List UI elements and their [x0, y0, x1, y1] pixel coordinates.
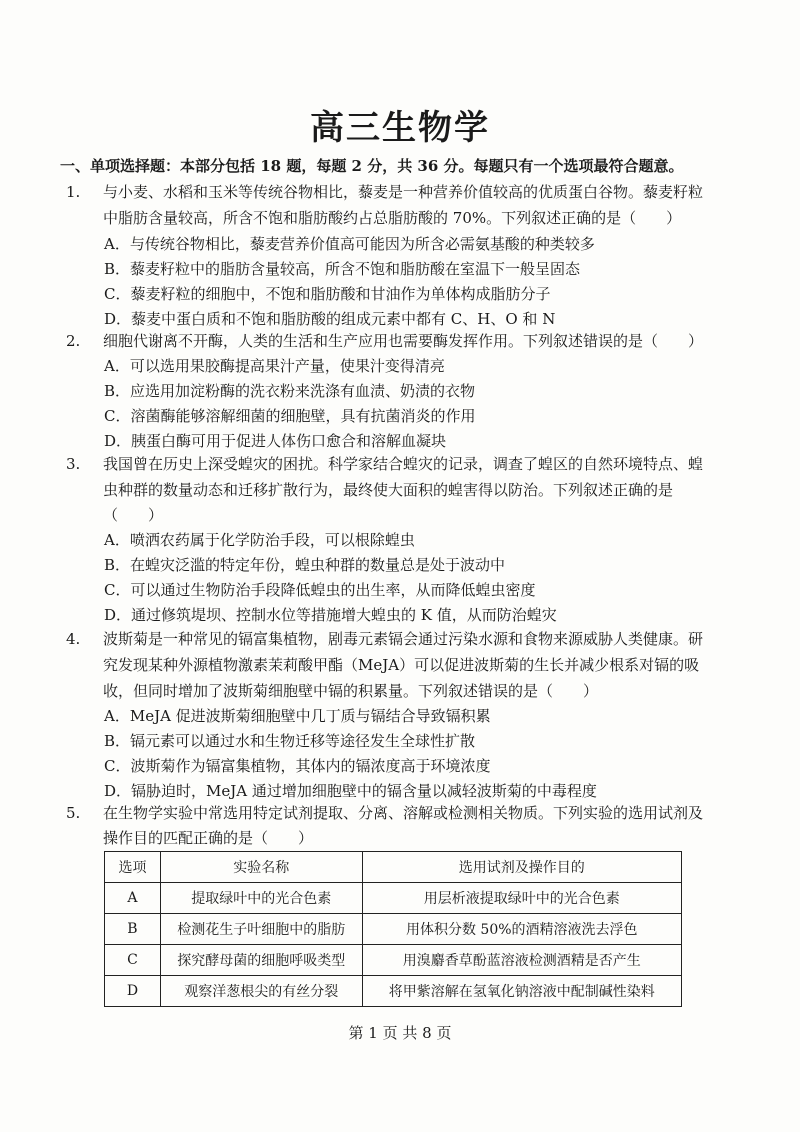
option-b: B．藜麦籽粒中的脂肪含量较高，所含不饱和脂肪酸在室温下一般呈固态: [104, 260, 581, 278]
question-number: 4.: [66, 630, 81, 648]
question-stem: 中脂肪含量较高，所含不饱和脂肪酸约占总脂肪酸的 70%。下列叙述正确的是（ ）: [103, 209, 682, 227]
option-a: A．可以选用果胶酶提高果汁产量，使果汁变得清亮: [104, 357, 445, 375]
question-stem: 在生物学实验中常选用特定试剂提取、分离、溶解或检测相关物质。下列实验的选用试剂及: [103, 804, 704, 822]
option-d: D．胰蛋白酶可用于促进人体伤口愈合和溶解血凝块: [104, 432, 447, 450]
option-a: A．MeJA 促进波斯菊细胞壁中几丁质与镉结合导致镉积累: [104, 707, 491, 725]
table-cell: 用体积分数 50%的酒精溶液洗去浮色: [362, 914, 681, 945]
option-c: C．藜麦籽粒的细胞中，不饱和脂肪酸和甘油作为单体构成脂肪分子: [104, 285, 551, 303]
table-header: 选用试剂及操作目的: [362, 852, 681, 883]
question-stem: 我国曾在历史上深受蝗灾的困扰。科学家结合蝗灾的记录，调查了蝗区的自然环境特点、蝗: [103, 455, 704, 473]
option-c: C．波斯菊作为镉富集植物，其体内的镉浓度高于环境浓度: [104, 757, 491, 775]
option-a: A．喷洒农药属于化学防治手段，可以根除蝗虫: [104, 531, 415, 549]
question-stem: 与小麦、水稻和玉米等传统谷物相比，藜麦是一种营养价值较高的优质蛋白谷物。藜麦籽粒: [103, 183, 704, 201]
question-number: 1.: [66, 183, 81, 201]
option-b: B．在蝗灾泛滥的特定年份，蝗虫种群的数量总是处于波动中: [104, 556, 506, 574]
question-number: 5.: [66, 804, 81, 822]
options-table: [104, 851, 682, 1007]
table-cell: 提取绿叶中的光合色素: [160, 883, 362, 914]
table-cell: A: [105, 883, 161, 914]
question-number: 3.: [66, 455, 81, 473]
question-stem: 细胞代谢离不开酶，人类的生活和生产应用也需要酶发挥作用。下列叙述错误的是（ ）: [103, 332, 704, 350]
question-stem: 究发现某种外源植物激素茉莉酸甲酯（MeJA）可以促进波斯菊的生长并减少根系对镉的吸: [103, 656, 700, 674]
option-d: D．藜麦中蛋白质和不饱和脂肪酸的组成元素中都有 C、H、O 和 N: [104, 310, 556, 328]
option-a: A．与传统谷物相比，藜麦营养价值高可能因为所含必需氨基酸的种类较多: [104, 235, 595, 253]
table-row: [105, 914, 682, 945]
table-cell: D: [105, 976, 161, 1007]
table-cell: 检测花生子叶细胞中的脂肪: [160, 914, 362, 945]
option-d: D．镉胁迫时，MeJA 通过增加细胞壁中的镉含量以减轻波斯菊的中毒程度: [104, 782, 597, 800]
table-row: [105, 976, 682, 1007]
option-b: B．镉元素可以通过水和生物迁移等途径发生全球性扩散: [104, 732, 476, 750]
page-title: 高三生物学: [310, 108, 490, 148]
page-footer: 第 1 页 共 8 页: [348, 1024, 452, 1042]
table-header: 实验名称: [160, 852, 362, 883]
section-heading: 一、单项选择题：本部分包括 18 题，每题 2 分，共 36 分。每题只有一个选项最符合题意。: [60, 157, 684, 175]
question-number: 2.: [66, 332, 81, 350]
question-stem: 收，但同时增加了波斯菊细胞壁中镉的积累量。下列叙述错误的是（ ）: [103, 682, 599, 700]
question-stem: 操作目的匹配正确的是（ ）: [103, 829, 314, 847]
table-cell: B: [105, 914, 161, 945]
table-cell: 探究酵母菌的细胞呼吸类型: [160, 945, 362, 976]
table-cell: C: [105, 945, 161, 976]
option-c: C．溶菌酶能够溶解细菌的细胞壁，具有抗菌消炎的作用: [104, 407, 476, 425]
question-stem: 波斯菊是一种常见的镉富集植物，剧毒元素镉会通过污染水源和食物来源威胁人类健康。研: [103, 630, 704, 648]
table-row: [105, 945, 682, 976]
option-c: C．可以通过生物防治手段降低蝗虫的出生率，从而降低蝗虫密度: [104, 581, 536, 599]
question-stem: 虫种群的数量动态和迁移扩散行为，最终使大面积的蝗害得以防治。下列叙述正确的是: [103, 481, 674, 499]
table-cell: 用层析液提取绿叶中的光合色素: [362, 883, 681, 914]
table-cell: 用溴麝香草酚蓝溶液检测酒精是否产生: [362, 945, 681, 976]
table-header-row: [105, 852, 682, 883]
table-cell: 观察洋葱根尖的有丝分裂: [160, 976, 362, 1007]
question-stem: （ ）: [103, 506, 164, 524]
table-cell: 将甲紫溶解在氢氧化钠溶液中配制碱性染料: [362, 976, 681, 1007]
option-b: B．应选用加淀粉酶的洗衣粉来洗涤有血渍、奶渍的衣物: [104, 382, 476, 400]
option-d: D．通过修筑堤坝、控制水位等措施增大蝗虫的 K 值，从而防治蝗灾: [104, 606, 557, 624]
table-header: 选项: [105, 852, 161, 883]
table-row: [105, 883, 682, 914]
